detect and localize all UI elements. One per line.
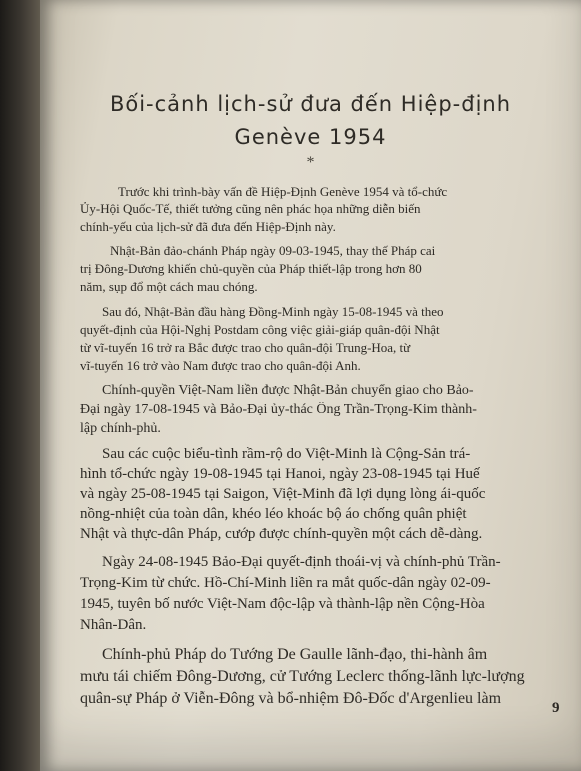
title-separator: *: [306, 154, 315, 171]
text-line: nồng-nhiệt của toàn dân, khéo léo khoác bộ áo chống quân phiệt: [80, 506, 467, 522]
text-line: chính-yếu của lịch-sử đã đưa đến Hiệp-Định này.: [80, 219, 336, 234]
text-line: Nhân-Dân.: [80, 617, 147, 633]
text-line: lập chính-phủ.: [80, 421, 161, 436]
text-line: Sau đó, Nhật-Bản đầu hàng Đồng-Minh ngày 15-08-1945 và theo: [102, 304, 444, 319]
text-line: Chính-quyền Việt-Nam liền được Nhật-Bản chuyển giao cho Bảo-: [102, 383, 474, 398]
text-line: Sau các cuộc biểu-tình rầm-rộ do Việt-Minh là Cộng-Sản trá-: [102, 446, 471, 462]
text-line: Nhật và thực-dân Pháp, cướp được chính-quyền một cách dễ-dàng.: [80, 526, 483, 542]
text-line: từ vĩ-tuyến 16 trở ra Bắc được trao cho quân-đội Trung-Hoa, từ: [80, 340, 411, 355]
chapter-title-line-2: Genève 1954: [234, 125, 387, 149]
text-line: Nhật-Bản đảo-chánh Pháp ngày 09-03-1945, thay thế Pháp cai: [110, 243, 436, 258]
text-line: năm, sụp đổ một cách mau chóng.: [80, 279, 258, 294]
text-line: Chính-phủ Pháp do Tướng De Gaulle lãnh-đạo, thi-hành âm: [102, 646, 488, 663]
text-line: Ngày 24-08-1945 Bảo-Đại quyết-định thoái-vị và chính-phủ Trần-: [102, 554, 501, 570]
text-line: quyết-định của Hội-Nghị Postdam công việc giải-giáp quân-đội Nhật: [80, 322, 440, 337]
text-line: mưu tái chiếm Đông-Dương, cử Tướng Leclerc thống-lãnh lực-lượng: [80, 668, 525, 685]
text-line: Đại ngày 17-08-1945 và Bảo-Đại ủy-thác Ông Trần-Trọng-Kim thành-: [80, 402, 477, 417]
text-line: Trước khi trình-bày vấn đề Hiệp-Định Genève 1954 và tổ-chức: [118, 184, 448, 199]
text-line: Ủy-Hội Quốc-Tế, thiết tưởng cũng nên phác họa những diễn biến: [80, 201, 421, 216]
chapter-title-line-1: Bối-cảnh lịch-sử đưa đến Hiệp-định: [109, 92, 512, 116]
text-line: vĩ-tuyến 16 trở vào Nam được trao cho quân-đội Anh.: [80, 358, 361, 373]
text-line: quân-sự Pháp ở Viễn-Đông và bổ-nhiệm Đô-Đốc d'Argenlieu làm: [80, 690, 502, 707]
text-line: 1945, tuyên bố nước Việt-Nam độc-lập và thành-lập nền Cộng-Hòa: [80, 596, 485, 612]
text-line: và ngày 25-08-1945 tại Saigon, Việt-Minh đã lợi dụng lòng ái-quốc: [80, 486, 486, 502]
text-line: trị Đông-Dương khiến chủ-quyền của Pháp thiết-lập trong hơn 80: [80, 261, 422, 276]
text-line: hình tổ-chức ngày 19-08-1945 tại Hanoi, ngày 23-08-1945 tại Huế: [80, 466, 480, 482]
text-line: Trọng-Kim từ chức. Hồ-Chí-Minh liền ra mắt quốc-dân ngày 02-09-: [80, 575, 491, 591]
page-number: 9: [552, 700, 560, 716]
book-page: [40, 0, 581, 771]
